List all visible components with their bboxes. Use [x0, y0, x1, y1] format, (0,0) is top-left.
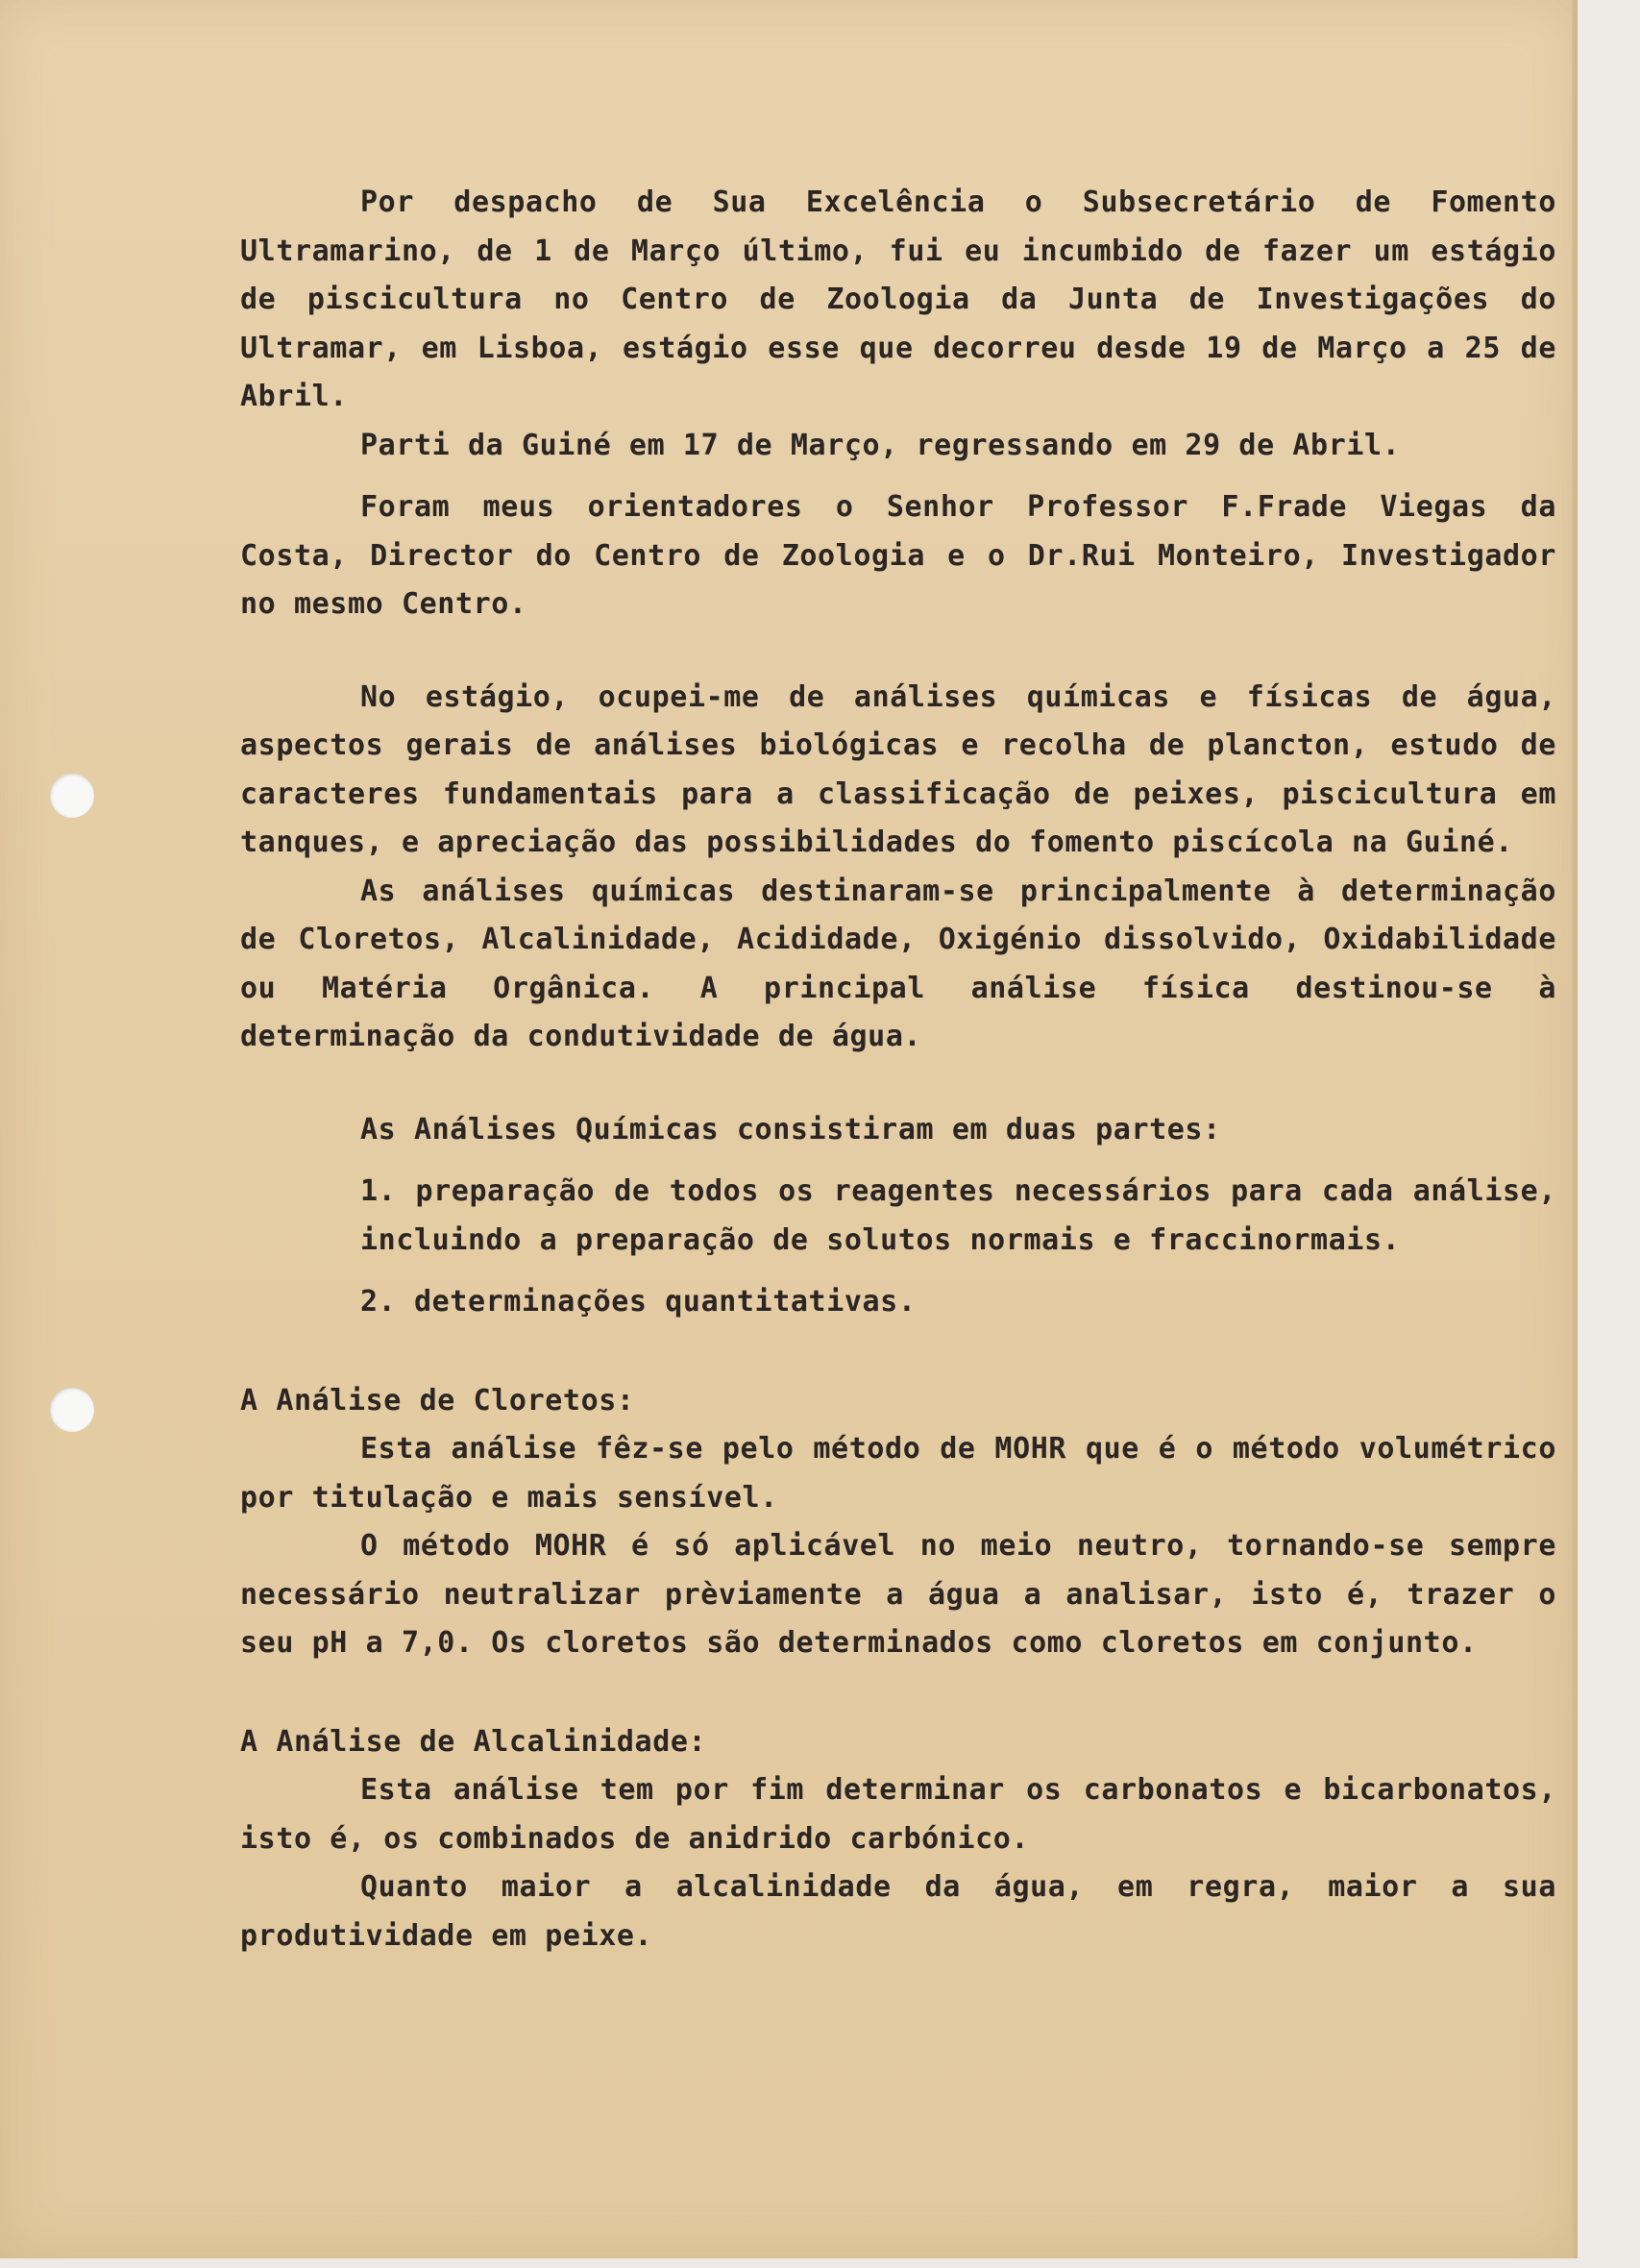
paragraph-alcalinidade-1: Esta análise tem por fim determinar os carbonatos e bicarbonatos, isto é, os combinados de anidrido carbónico. — [240, 1773, 1556, 1856]
spacer — [240, 1265, 1556, 1278]
spacer — [240, 1154, 1556, 1168]
spacer — [240, 1668, 1556, 1718]
paragraph-analises-quimicas: As análises químicas destinaram-se principalmente à determinação de Cloretos, Alcalinidade, Acididade, Oxigénio dissolvido, Oxidabilidade ou Matéria Orgânica. A principal análise física destinou-se à determinação da condutividade de água. — [240, 874, 1556, 1053]
list-item-2: 2. determinações quantitativas. — [360, 1285, 917, 1319]
spacer — [240, 1062, 1556, 1106]
paragraph-despacho: Por despacho de Sua Excelência o Subsecretário de Fomento Ultramarino, de 1 de Março último, fui eu incumbido de fazer um estágio de piscicultura no Centro de Zoologia da Junta de Investigações do Ultramar, em Lisboa, estágio esse que decorreu desde 19 de Março a 25 de Abril. — [240, 185, 1556, 413]
paragraph-duas-partes: As Análises Químicas consistiram em duas partes: — [360, 1112, 1221, 1146]
spacer — [240, 1327, 1556, 1377]
heading-cloretos: A Análise de Cloretos: — [240, 1383, 635, 1418]
list-item-1: 1. preparação de todos os reagentes necessários para cada análise, incluindo a preparação de solutos normais e fraccinormais. — [360, 1174, 1556, 1257]
punch-hole-top — [50, 774, 94, 818]
paper-edge — [1572, 0, 1578, 2258]
heading-alcalinidade: A Análise de Alcalinidade: — [240, 1724, 707, 1759]
paragraph-partida: Parti da Guiné em 17 de Março, regressando em 29 de Abril. — [360, 428, 1401, 462]
paragraph-estagio: No estágio, ocupei-me de análises químicas e físicas de água, aspectos gerais de análises biológicas e recolha de plancton, estudo de caracteres fundamentais para a classificação de peixes, piscicultura em tanques, e apreciação das possibilidades do fomento piscícola na Guiné. — [240, 679, 1556, 859]
punch-hole-bottom — [50, 1388, 94, 1432]
paragraph-orientadores: Foram meus orientadores o Senhor Professor F.Frade Viegas da Costa, Director do Centro de Zoologia e o Dr.Rui Monteiro, Investigador no mesmo Centro. — [240, 490, 1556, 621]
typed-page — [240, 179, 1556, 1960]
spacer — [240, 629, 1556, 674]
spacer — [240, 470, 1556, 483]
paragraph-cloretos-1: Esta análise fêz-se pelo método de MOHR que é o método volumétrico por titulação e mais sensível. — [240, 1432, 1556, 1515]
paragraph-alcalinidade-2: Quanto maior a alcalinidade da água, em regra, maior a sua produtividade em peixe. — [240, 1870, 1556, 1953]
paragraph-cloretos-2: O método MOHR é só aplicável no meio neutro, tornando-se sempre necessário neutralizar prèviamente a água a analisar, isto é, trazer o seu pH a 7,0. Os cloretos são determinados como cloretos em conjunto. — [240, 1529, 1556, 1660]
